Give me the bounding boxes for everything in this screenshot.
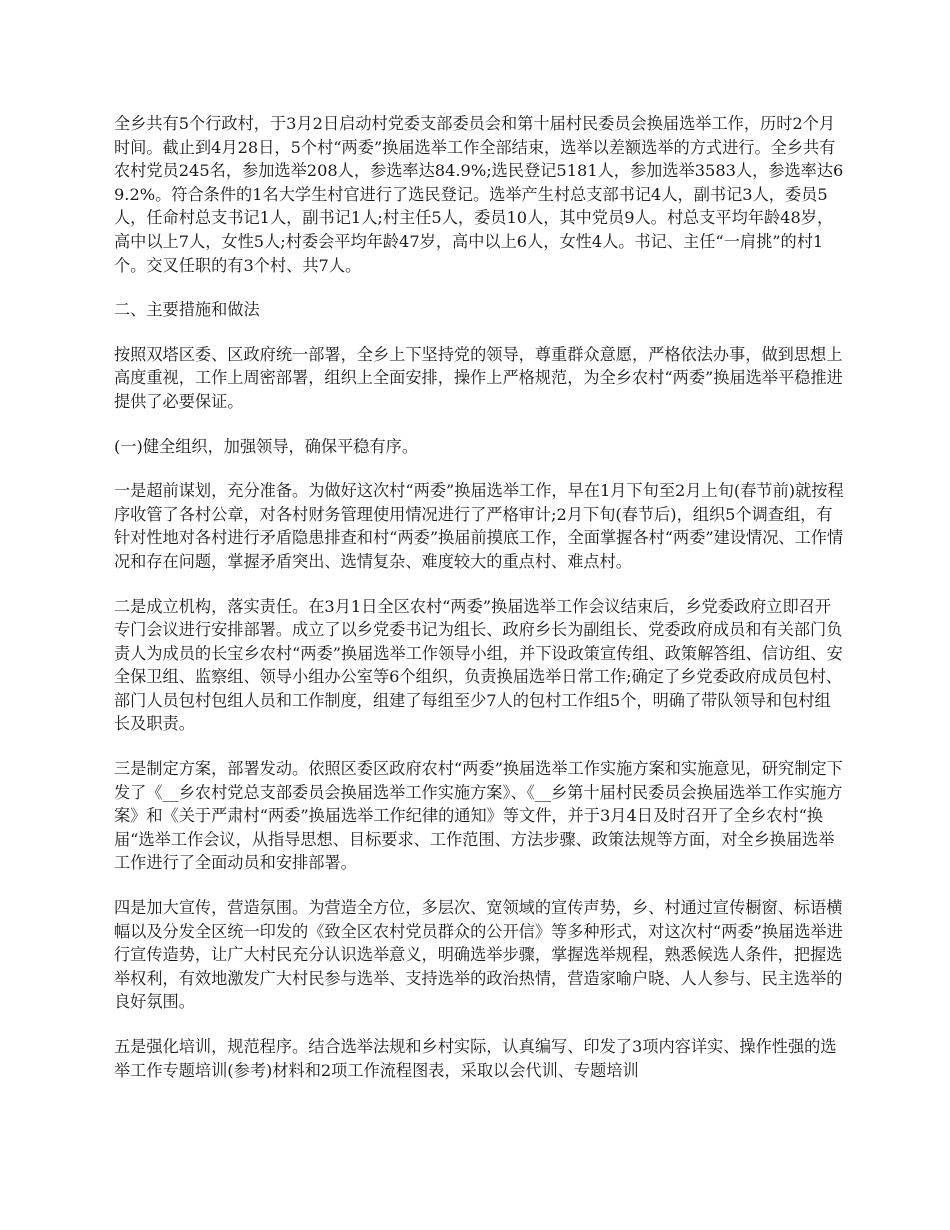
paragraph-plan-formulation: 三是制定方案，部署发动。依照区委区政府农村“两委”换届选举工作实施方案和实施意见，研究制定下发了《__乡农村党总支部委员会换届选举工作实施方案》、《__乡第十届村民委员会换届选举工作实施方案》和《关于严肃村“两委”换届选举工作纪律的通知》等文件，并于3月4日及时召开了全乡农村“换届“选举工作会议，从指导思想、目标要求、工作范围、方法步骤、政策法规等方面，对全乡换届选举工作进行了全面动员和安排部署。 <box>114 759 843 873</box>
document-body <box>114 112 844 1103</box>
paragraph-deployment: 按照双塔区委、区政府统一部署，全乡上下坚持党的领导，尊重群众意愿，严格依法办事，做到思想上高度重视，工作上周密部署，组织上全面安排，操作上严格规范，为全乡农村“两委”换届选举平稳推进提供了必要保证。 <box>114 344 843 411</box>
paragraph-planning: 一是超前谋划，充分准备。为做好这次村“两委”换届选举工作，早在1月下旬至2月上旬(春节前)就按程序收管了各村公章，对各村财务管理使用情况进行了严格审计;2月下旬(春节后)，组织5个调查组，有针对性地对各村进行矛盾隐患排查和村“两委”换届前摸底工作，全面掌握各村“两委”建设情况、工作情况和存在问题，掌握矛盾突出、选情复杂、难度较大的重点村、难点村。 <box>114 481 844 571</box>
paragraph-election-summary: 全乡共有5个行政村，于3月2日启动村党委支部委员会和第十届村民委员会换届选举工作，历时2个月时间。截止到4月28日，5个村“两委”换届选举工作全部结束，选举以差额选举的方式进行。全乡共有农村党员245名，参加选举208人，参选率达84.9%;选民登记5181人，参加选举3583人，参选率达69.2%。符合条件的1名大学生村官进行了选民登记。选举产生村总支部书记4人，副书记3人，委员5人，任命村总支书记1人，副书记1人;村主任5人，委员10人，其中党员9人。村总支平均年龄48岁，高中以上7人，女性5人;村委会平均年龄47岁，高中以上6人，女性4人。书记、主任“一肩挑”的村1个。交叉任职的有3个村、共7人。 <box>114 114 844 275</box>
paragraph-training: 五是强化培训，规范程序。结合选举法规和乡村实际，认真编写、印发了3项内容详实、操作性强的选举工作专题培训(参考)材料和2项工作流程图表，采取以会代训、专题培训 <box>114 1037 837 1080</box>
section-heading-measures: 二、主要措施和做法 <box>114 300 260 320</box>
paragraph-institutions: 二是成立机构，落实责任。在3月1日全区农村“两委”换届选举工作会议结束后，乡党委政府立即召开专门会议进行安排部署。成立了以乡党委书记为组长、政府乡长为副组长、党委政府成员和有关部门负责人为成员的长宝乡农村“两委”换届选举工作领导小组，并下设政策宣传组、政策解答组、信访组、安全保卫组、监察组、领导小组办公室等6个组织，负责换届选举日常工作;确定了乡党委政府成员包村、部门人员包村包组人员和工作制度，组建了每组至少7人的包村工作组5个，明确了带队领导和包村组长及职责。 <box>114 596 843 734</box>
subsection-heading-organization: (一)健全组织，加强领导，确保平稳有序。 <box>114 436 419 456</box>
paragraph-publicity: 四是加大宣传，营造氛围。为营造全方位，多层次、宽领域的宣传声势，乡、村通过宣传橱窗、标语横幅以及分发全区统一印发的《致全区农村党员群众的公开信》等多种形式，对这次村“两委”换届选举进行宣传造势，让广大村民充分认识选举意义，明确选举步骤，掌握选举规程，熟悉候选人条件，把握选举权利，有效地激发广大村民参与选举、支持选举的政治热情，营造家喻户晓、人人参与、民主选举的良好氛围。 <box>114 898 843 1012</box>
